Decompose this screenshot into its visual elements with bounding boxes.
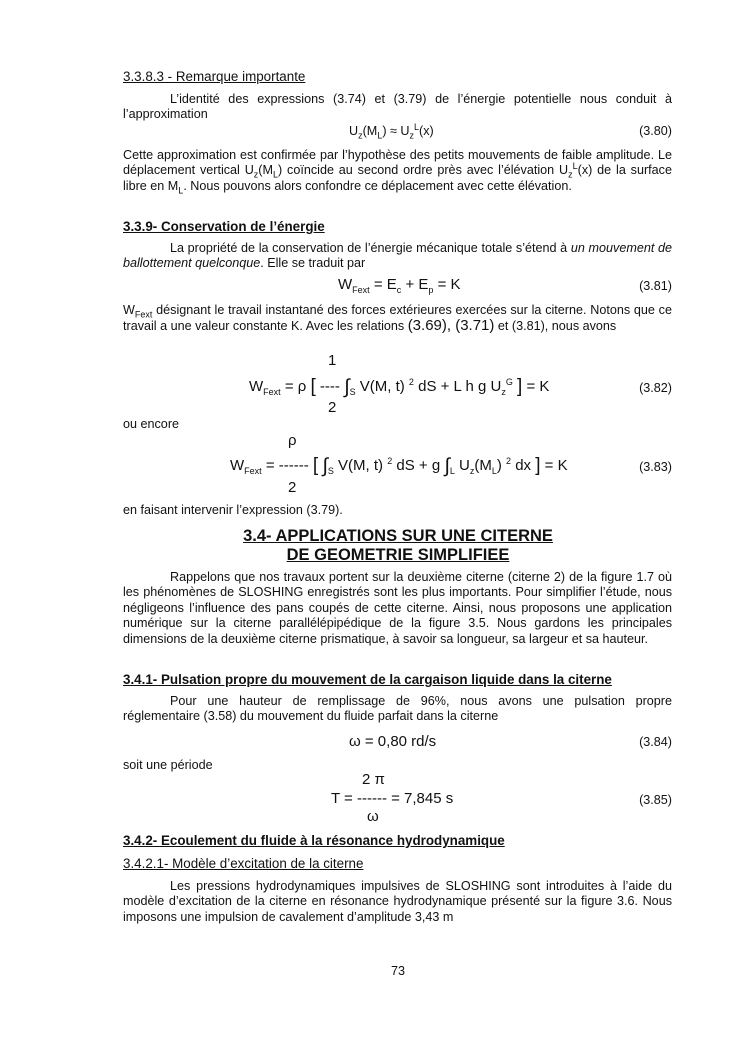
equation-number-3-85: (3.85): [639, 793, 672, 807]
equation-number-3-84: (3.84): [639, 735, 672, 749]
eq-3-83-numerator: ρ: [288, 432, 297, 449]
eq-3-82-denominator: 2: [328, 399, 337, 416]
paragraph-excitation-model: Les pressions hydrodynamiques impulsives de SLOSHING sont introduites à l’aide du modèle d’excitation de la citerne en résonance hydrodynamique présenté sur la figure 3.6. Nous imposons une impulsion de cavalement d’amplitude 3,43 m: [123, 879, 672, 924]
text-ou-encore: ou encore: [123, 417, 180, 431]
text-expression-ref: en faisant intervenir l’expression (3.79).: [123, 503, 343, 517]
eq-3-83-denominator: 2: [288, 479, 297, 496]
paragraph-applications: Rappelons que nos travaux portent sur la deuxième citerne (citerne 2) de la figure 1.7 où les phénomènes de SLOSHING enregistrés sont les plus importants. Pour simplifier l’étude, nous négligeons l’influence des pans coupés de cette citerne. Ainsi, nous proposons une application numérique sur la citerne parallélépipédique de la figure 3.5. Nous gardons les principales dimensions de la deuxième citerne prismatique, à savoir sa longueur, sa largeur et sa hauteur.: [123, 570, 672, 646]
equation-3-85: T = ------ = 7,845 s: [331, 790, 454, 807]
paragraph-work-definition: $W_{Fext}$ désignant le travail instantané des forces extérieures exercées sur la citerne. Notons que ce travail a une valeur constante K. Avec les relations (3.69), (3.71) et (3.81), nous avons: [123, 303, 672, 335]
heading-3-4-2-1: 3.4.2.1- Modèle d’excitation de la citerne: [123, 856, 364, 871]
heading-3-3-9: 3.3.9- Conservation de l’énergie: [123, 219, 325, 234]
equation-3-82: $W_{Fext} = \rho$ [ ---- $\int_S$ V(M, t) $^2$ dS + L h g $U_z^G$ ] = K: [249, 376, 550, 398]
heading-3-4-1: 3.4.1- Pulsation propre du mouvement de la cargaison liquide dans la citerne: [123, 672, 612, 687]
equation-3-81: $W_{Fext} = E_c + E_p = K$: [338, 276, 461, 295]
section-title-line-1: 3.4- APPLICATIONS SUR UNE CITERNE: [243, 527, 553, 545]
equation-number-3-81: (3.81): [639, 279, 672, 293]
equation-number-3-83: (3.83): [639, 460, 672, 474]
paragraph-approximation: L’identité des expressions (3.74) et (3.79) de l’énergie potentielle nous conduit à l’approximation: [123, 92, 672, 122]
paragraph-pulsation: Pour une hauteur de remplissage de 96%, nous avons une pulsation propre réglementaire (3.58) du mouvement du fluide parfait dans la citerne: [123, 694, 672, 724]
eq-3-82-numerator: 1: [328, 352, 337, 369]
heading-3-3-8-3: 3.3.8.3 - Remarque importante: [123, 69, 306, 84]
paragraph-small-motion: Cette approximation est confirmée par l’hypothèse des petits mouvements de faible amplitude. Le déplacement vertical $U_z(M_L)$ coïncide au second ordre près avec l’élévation $U_z^L(x)$ de la surface libre en $M_L$. Nous pouvons alors confondre ce déplacement avec cette élévation.: [123, 148, 672, 196]
eq-3-85-numerator: 2 π: [362, 771, 385, 788]
equation-3-84: ω = 0,80 rd/s: [349, 733, 437, 750]
paragraph-energy-conservation: La propriété de la conservation de l’énergie mécanique totale s’étend à un mouvement de ballottement quelconque. Elle se traduit par: [123, 241, 672, 271]
equation-3-80: $U_z(M_L) \approx U_z^L(x)$: [349, 121, 434, 141]
equation-number-3-80: (3.80): [639, 124, 672, 138]
equation-number-3-82: (3.82): [639, 381, 672, 395]
equation-3-83: $W_{Fext}$ = ------ [ $\int_S$ V(M, t) $^2$ dS + g $\int_L$ $U_z(M_L)$ $^2$ dx ] = K: [230, 455, 568, 477]
page-number: 73: [390, 964, 405, 978]
heading-3-4-2: 3.4.2- Ecoulement du fluide à la résonance hydrodynamique: [123, 833, 505, 848]
eq-3-85-denominator: ω: [367, 808, 379, 825]
text-soit-une-periode: soit une période: [123, 758, 213, 772]
section-title-line-2: DE GEOMETRIE SIMPLIFIEE: [286, 546, 510, 564]
